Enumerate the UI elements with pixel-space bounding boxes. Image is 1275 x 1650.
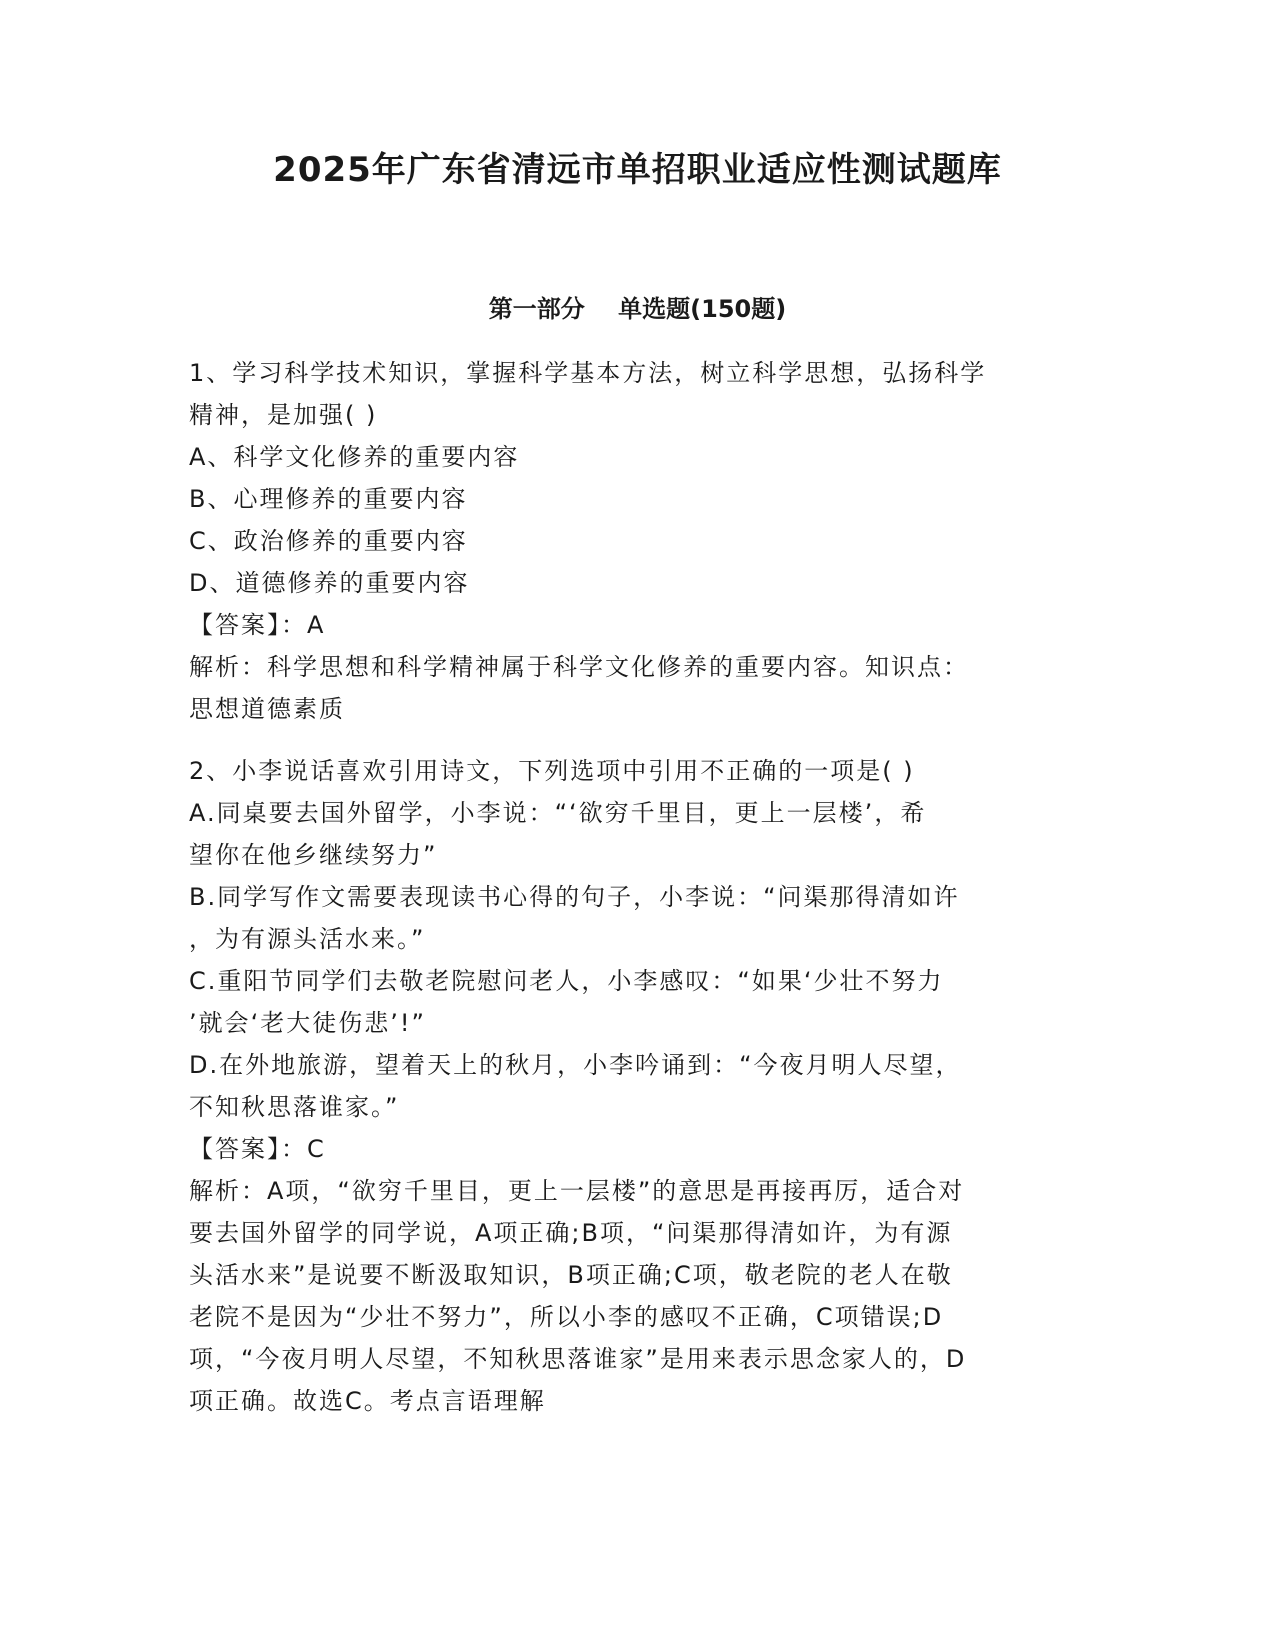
question-stem-line: 精神，是加强( ) — [189, 401, 378, 429]
question-list — [189, 352, 1089, 1422]
analysis-line: 解析：A项，“欲穷千里目，更上一层楼”的意思是再接再厉，适合对 — [189, 1177, 965, 1205]
option-c: C、政治修养的重要内容 — [189, 527, 468, 555]
analysis-line: 老院不是因为“少壮不努力”，所以小李的感叹不正确，C项错误;D — [189, 1303, 944, 1331]
option-b-continued: ，为有源头活水来。” — [189, 925, 426, 953]
analysis-line: 要去国外留学的同学说，A项正确;B项，“问渠那得清如许，为有源 — [189, 1219, 953, 1247]
analysis-line: 头活水来”是说要不断汲取知识，B项正确;C项，敬老院的老人在敬 — [189, 1261, 953, 1289]
option-d: D.在外地旅游，望着天上的秋月，小李吟诵到：“今夜月明人尽望， — [189, 1051, 962, 1079]
document-title: 2025年广东省清远市单招职业适应性测试题库 — [273, 150, 1002, 190]
question-stem-line: 2、小李说话喜欢引用诗文，下列选项中引用不正确的一项是( ) — [189, 757, 915, 785]
analysis-line: 项，“今夜月明人尽望，不知秋思落谁家”是用来表示思念家人的，D — [189, 1345, 967, 1373]
option-b: B、心理修养的重要内容 — [189, 485, 468, 513]
analysis-line: 项正确。故选C。考点言语理解 — [189, 1387, 546, 1415]
option-b: B.同学写作文需要表现读书心得的句子，小李说：“问渠那得清如许 — [189, 883, 960, 911]
question-1 — [189, 352, 1089, 730]
option-a-continued: 望你在他乡继续努力” — [189, 841, 438, 869]
question-stem-line: 1、学习科学技术知识，掌握科学基本方法，树立科学思想，弘扬科学 — [189, 359, 987, 387]
answer: 【答案】：A — [189, 611, 326, 639]
option-d-continued: 不知秋思落谁家。” — [189, 1093, 400, 1121]
option-c-continued: ’就会‘老大徒伤悲’!” — [189, 1009, 426, 1037]
option-a: A.同桌要去国外留学，小李说：“‘欲穷千里目，更上一层楼’，希 — [189, 799, 927, 827]
option-a: A、科学文化修养的重要内容 — [189, 443, 520, 471]
section-title: 第一部分 单选题(150题) — [488, 295, 787, 323]
question-separator — [189, 730, 1089, 750]
option-d: D、道德修养的重要内容 — [189, 569, 470, 597]
answer: 【答案】：C — [189, 1135, 326, 1163]
question-2 — [189, 750, 1089, 1422]
analysis-line: 解析：科学思想和科学精神属于科学文化修养的重要内容。知识点： — [189, 653, 969, 681]
analysis-line: 思想道德素质 — [189, 695, 345, 723]
option-c: C.重阳节同学们去敬老院慰问老人，小李感叹：“如果‘少壮不努力 — [189, 967, 944, 995]
